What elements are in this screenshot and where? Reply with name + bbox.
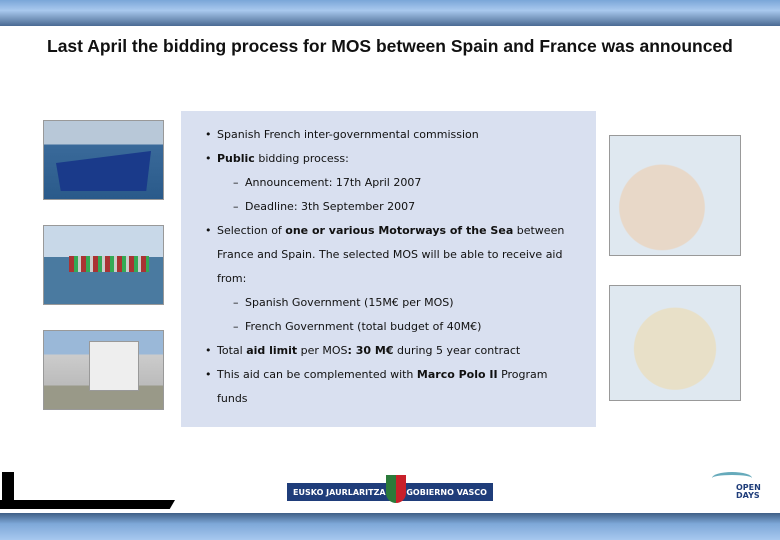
europe-ports-map [609, 135, 741, 256]
coat-of-arms-icon [386, 475, 406, 503]
ro-ro-port-photo [43, 330, 164, 410]
ferry-photo [43, 120, 164, 200]
open-days-logo: OPEN DAYS [712, 472, 761, 500]
europe-network-map [609, 285, 741, 401]
basque-government-logo: EUSKO JAURLARITZA GOBIERNO VASCO [287, 483, 493, 501]
slide-title: Last April the bidding process for MOS between Spain and France was announced [47, 36, 733, 56]
top-banner [0, 0, 780, 26]
container-ship-photo [43, 225, 164, 305]
ship-silhouette-icon [0, 470, 178, 512]
bottom-banner [0, 513, 780, 540]
content-box: • Spanish French inter-governmental commission • Public bidding process: – Announcement: 17th April 2007 – Deadline: 3th September 2007 • Selection of one or various Motorways of the Sea between France and Spain. The selected MOS will be able to receive aid from: – Spanish Government (15M€ per MOS) – French Government (total budget of 40M€) • Total aid limit per MOS: 30 M€ during 5 year contract • This aid can be complemented with Marco Polo II Program funds [181, 111, 596, 427]
